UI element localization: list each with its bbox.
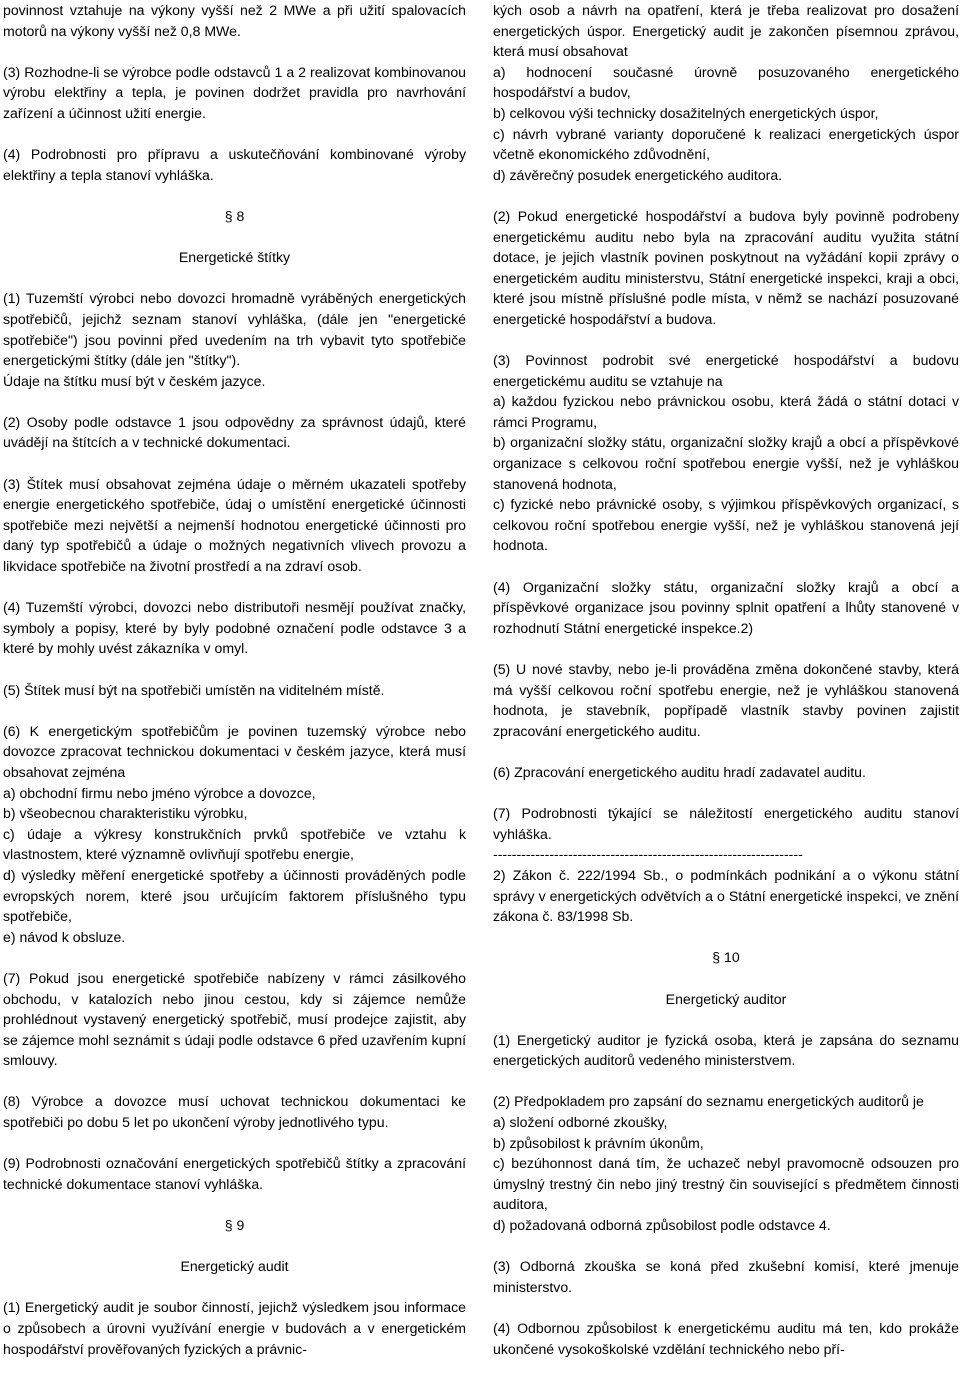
paragraph-spacer xyxy=(493,741,959,762)
paragraph: (4) Odbornou způsobilost k energetickému auditu má ten, kdo prokáže ukončené vysokoškolské vzdělání technického nebo pří- xyxy=(493,1320,959,1357)
paragraph-spacer xyxy=(3,227,466,248)
paragraph: b) všeobecnou charakteristiku výrobku, xyxy=(3,805,248,822)
paragraph: (7) Podrobnosti týkající se náležitostí energetického auditu stanoví vyhláška. xyxy=(493,805,959,842)
paragraph: (4) Organizační složky státu, organizační složky krajů a obcí a příspěvkové organizace jsou povinny splnit opatření a lhůty stanovené v rozhodnutí Státní energetické inspekce.2) xyxy=(493,578,959,636)
paragraph: c) údaje a výkresy konstrukčních prvků spotřebiče ve vztahu k vlastnostem, které významně ovlivňují spotřebu energie, xyxy=(3,825,466,863)
paragraph-spacer xyxy=(493,1071,959,1092)
paragraph-spacer xyxy=(493,1236,959,1257)
paragraph-spacer xyxy=(3,391,466,412)
paragraph: (5) Štítek musí být na spotřebiči umístěn na viditelném místě. xyxy=(3,681,385,698)
footnote-separator: ------------------------------------------------------------------ xyxy=(493,846,803,863)
paragraph: (3) Povinnost podrobit své energetické hospodářství a budovu energetickému auditu se vztahuje na xyxy=(493,352,959,389)
paragraph: (3) Rozhodne-li se výrobce podle odstavců 1 a 2 realizovat kombinovanou výrobu elektřiny a tepla, je povinen dodržet pravidla pro navrhování zařízení a účinnost užití energie. xyxy=(3,63,466,121)
section-heading: Energetické štítky xyxy=(178,249,291,266)
paragraph: (4) Podrobnosti pro přípravu a uskutečňování kombinované výroby elektřiny a tepla stanoví vyhláška. xyxy=(3,146,466,183)
paragraph-spacer xyxy=(493,556,959,577)
paragraph: a) každou fyzickou nebo právnickou osobu, která žádá o státní dotaci v rámci Programu, xyxy=(493,393,959,430)
section-heading: Energetický audit xyxy=(180,1258,289,1275)
paragraph: a) obchodní firmu nebo jméno výrobce a dovozce, xyxy=(3,784,316,801)
paragraph: (7) Pokud jsou energetické spotřebiče nabízeny v rámci zásilkového obchodu, v katalozích nebo jinou cestou, kdy si zájemce nemůže prohlédnout vystavený energetický spotřebič, musí prodejce zajistit, aby se zájemce mohl seznámit s údaji podle odstavce 6 před uzavřením kupní smlouvy. xyxy=(3,969,466,1069)
paragraph-spacer xyxy=(493,968,959,989)
paragraph: (1) Energetický audit je soubor činností, jejichž výsledkem jsou informace o způsobech a úrovni využívání energie v budovách a v energetickém hospodářství prověřovaných fyzických a právnic- xyxy=(3,1299,466,1357)
section-number: § 8 xyxy=(224,207,245,224)
left-column xyxy=(3,0,466,1359)
paragraph: d) požadovaná odborná způsobilost podle odstavce 4. xyxy=(493,1217,831,1234)
paragraph: b) celkovou výši technicky dosažitelných energetických úspor, xyxy=(493,104,879,121)
paragraph-spacer xyxy=(493,1297,959,1318)
paragraph-spacer xyxy=(3,124,466,145)
paragraph: (2) Předpokladem pro zapsání do seznamu energetických auditorů je xyxy=(493,1093,924,1110)
paragraph-spacer xyxy=(493,783,959,804)
paragraph-spacer xyxy=(3,268,466,289)
paragraph-spacer xyxy=(493,330,959,351)
paragraph-spacer xyxy=(3,659,466,680)
paragraph: a) hodnocení současné úrovně posuzovaného energetického hospodářství a budov, xyxy=(493,63,959,101)
paragraph-spacer xyxy=(493,185,959,206)
paragraph: b) způsobilost k právním úkonům, xyxy=(493,1134,704,1151)
paragraph: (1) Energetický auditor je fyzická osoba, která je zapsána do seznamu energetických auditorů vedeného ministerstvem. xyxy=(493,1031,959,1069)
paragraph: c) bezúhonnost daná tím, že uchazeč nebyl pravomocně odsouzen pro úmyslný trestný čin nebo jiný trestný čin související s předmětem činnosti auditora, xyxy=(493,1155,959,1213)
paragraph-spacer xyxy=(3,41,466,62)
paragraph-spacer xyxy=(3,1071,466,1092)
paragraph-spacer xyxy=(3,453,466,474)
right-column xyxy=(493,0,959,1359)
paragraph-spacer xyxy=(3,185,466,206)
paragraph-spacer xyxy=(493,927,959,948)
paragraph: d) výsledky měření energetické spotřeby a účinnosti prováděných podle evropských norem, které jsou určujícím faktorem příslušného typu spotřebiče, xyxy=(3,866,466,925)
paragraph: a) složení odborné zkoušky, xyxy=(493,1114,668,1131)
paragraph: Údaje na štítku musí být v českém jazyce. xyxy=(3,372,266,389)
paragraph-spacer xyxy=(493,638,959,659)
paragraph: (4) Tuzemští výrobci, dovozci nebo distributoři nesmějí používat značky, symboly a popisy, které by byly podobné označení podle odstavce 3 a které by mohly uvést zákazníka v omyl. xyxy=(3,599,466,657)
paragraph: (3) Štítek musí obsahovat zejména údaje o měrném ukazateli spotřeby energie energetického spotřebiče, údaj o umístění energetické účinnosti spotřebiče mezi největší a nejmenší hodnotou energetické účinnosti pro daný typ spotřebičů a údaje o možných negativních vlivech provozu a likvidace spotřebiče na životní prostředí a na zdraví osob. xyxy=(3,475,466,575)
paragraph: c) fyzické nebo právnické osoby, s výjimkou příspěvkových organizací, s celkovou roční spotřebou energie vyšší, než je vyhláškou stanovená její hodnota. xyxy=(493,496,959,554)
paragraph: (2) Osoby podle odstavce 1 jsou odpovědny za správnost údajů, které uvádějí na štítcích a v technické dokumentaci. xyxy=(3,413,466,451)
paragraph: (6) Zpracování energetického auditu hradí zadavatel auditu. xyxy=(493,763,866,780)
paragraph-spacer xyxy=(3,1133,466,1154)
paragraph: d) závěrečný posudek energetického auditora. xyxy=(493,166,783,183)
paragraph: e) návod k obsluze. xyxy=(3,928,126,945)
paragraph-spacer xyxy=(3,1194,466,1215)
paragraph: c) návrh vybrané varianty doporučené k realizaci energetických úspor včetně ekonomického zdůvodnění, xyxy=(493,125,959,163)
section-number: § 10 xyxy=(712,949,740,966)
paragraph: kých osob a návrh na opatření, která je třeba realizovat pro dosažení energetických úspor. Energetický audit je zakončen písemnou zprávou, která musí obsahovat xyxy=(493,2,959,60)
paragraph-spacer xyxy=(3,700,466,721)
paragraph: (6) K energetickým spotřebičům je povinen tuzemský výrobce nebo dovozce zpracovat technickou dokumentaci v českém jazyce, která musí obsahovat zejména xyxy=(3,722,466,780)
paragraph-spacer xyxy=(3,947,466,968)
paragraph: 2) Zákon č. 222/1994 Sb., o podmínkách podnikání a o výkonu státní správy v energetických odvětvích a o Státní energetické inspekci, ve znění zákona č. 83/1998 Sb. xyxy=(493,866,959,925)
paragraph-spacer xyxy=(3,577,466,598)
paragraph-spacer xyxy=(3,1277,466,1298)
paragraph-spacer xyxy=(493,1009,959,1030)
paragraph-spacer xyxy=(3,1236,466,1257)
section-number: § 9 xyxy=(224,1217,245,1234)
section-heading: Energetický auditor xyxy=(665,990,787,1007)
paragraph: (1) Tuzemští výrobci nebo dovozci hromadně vyráběných energetických spotřebičů, jejichž seznam stanoví vyhláška, (dále jen "energetické spotřebiče") jsou povinni před uvedením na trh vybavit tyto spotřebiče energetickými štítky (dále jen "štítky"). xyxy=(3,290,466,369)
paragraph: (5) U nové stavby, nebo je-li prováděna změna dokončené stavby, která má vyšší celkovou roční spotřebu energie, než je vyhláškou stanovená hodnota, je stavebník, popřípadě vlastník stavby povinen zajistit zpracování energetického auditu. xyxy=(493,661,959,739)
paragraph: (8) Výrobce a dovozce musí uchovat technickou dokumentaci ke spotřebiči po dobu 5 let po ukončení výroby jednotlivého typu. xyxy=(3,1093,466,1131)
paragraph: povinnost vztahuje na výkony vyšší než 2 MWe a při užití spalovacích motorů na výkony vyšší než 0,8 MWe. xyxy=(3,2,466,39)
paragraph: b) organizační složky státu, organizační složky krajů a obcí a příspěvkové organizace s celkovou roční spotřebou energie vyšší, než je vyhláškou stanovená hodnota, xyxy=(493,434,959,492)
paragraph: (3) Odborná zkouška se koná před zkušební komisí, které jmenuje ministerstvo. xyxy=(493,1258,959,1295)
paragraph: (2) Pokud energetické hospodářství a budova byly povinně podrobeny energetickému auditu nebo byla na zpracování auditu využita státní dotace, je jejich vlastník povinen poskytnout na vyžádání kopii zprávy o energetickém auditu ministerstvu, Státní energetické inspekci, kraji a obci, které jsou místně příslušné podle místa, v němž se nachází posuzované energetické hospodářství a budova. xyxy=(493,207,959,327)
paragraph: (9) Podrobnosti označování energetických spotřebičů štítky a zpracování technické dokumentace stanoví vyhláška. xyxy=(3,1155,466,1192)
